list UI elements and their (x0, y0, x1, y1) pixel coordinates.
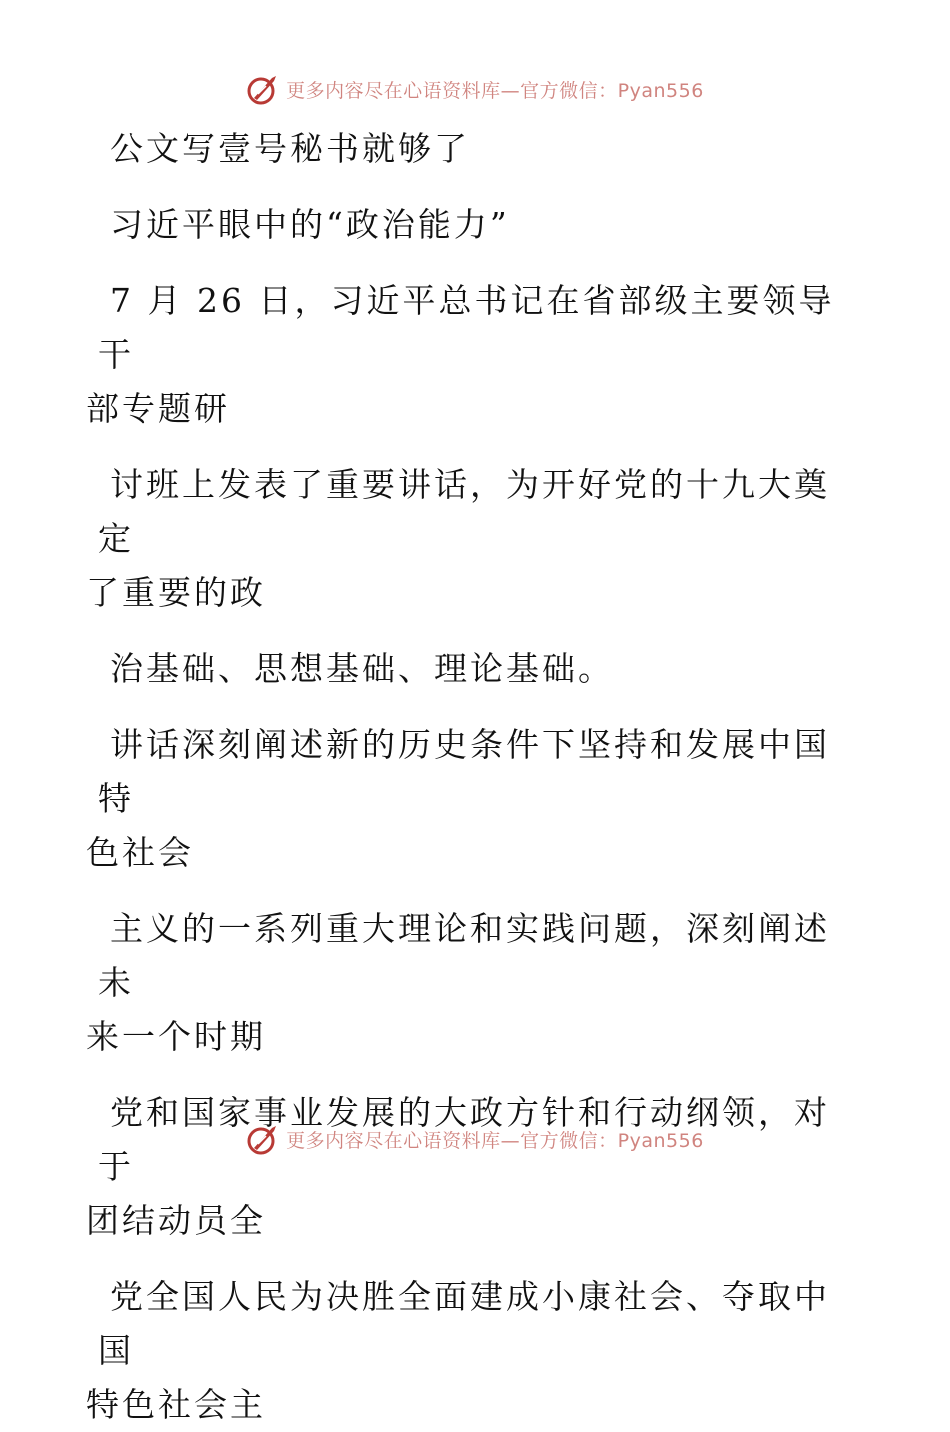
watermark-brand: 更多内容尽在心语资料库 (286, 1129, 501, 1152)
paragraph-4: 讨班上发表了重要讲话，为开好党的十九大奠定 了重要的政 (86, 465, 830, 612)
paragraph-title-1: 公文写壹号秘书就够了 (110, 129, 470, 168)
header-watermark (0, 72, 950, 106)
watermark-wechat: 官方微信：Pyan556 (520, 79, 704, 102)
paragraph-title-2: 习近平眼中的“政治能力” (110, 205, 510, 244)
red-quill-pen-circle-icon (246, 72, 280, 106)
watermark-brand: 更多内容尽在心语资料库 (286, 79, 501, 102)
paragraph-7: 主义的一系列重大理论和实践问题，深刻阐述未 来一个时期 (86, 909, 830, 1056)
watermark-wechat: 官方微信：Pyan556 (520, 1129, 704, 1152)
document-body (86, 122, 838, 1432)
paragraph-5: 治基础、思想基础、理论基础。 (110, 649, 614, 688)
paragraph-3: 7 月 26 日，习近平总书记在省部级主要领导干 部专题研 (86, 281, 835, 428)
footer-watermark (0, 1122, 950, 1156)
watermark-separator: — (500, 79, 521, 102)
paragraph-9: 党全国人民为决胜全面建成小康社会、夺取中国 特色社会主 (86, 1277, 830, 1424)
red-quill-pen-circle-icon (246, 1122, 280, 1156)
paragraph-6: 讲话深刻阐述新的历史条件下坚持和发展中国特 色社会 (86, 725, 830, 872)
watermark-separator: — (500, 1129, 521, 1152)
paragraph-8: 党和国家事业发展的大政方针和行动纲领，对于 团结动员全 (86, 1093, 830, 1240)
